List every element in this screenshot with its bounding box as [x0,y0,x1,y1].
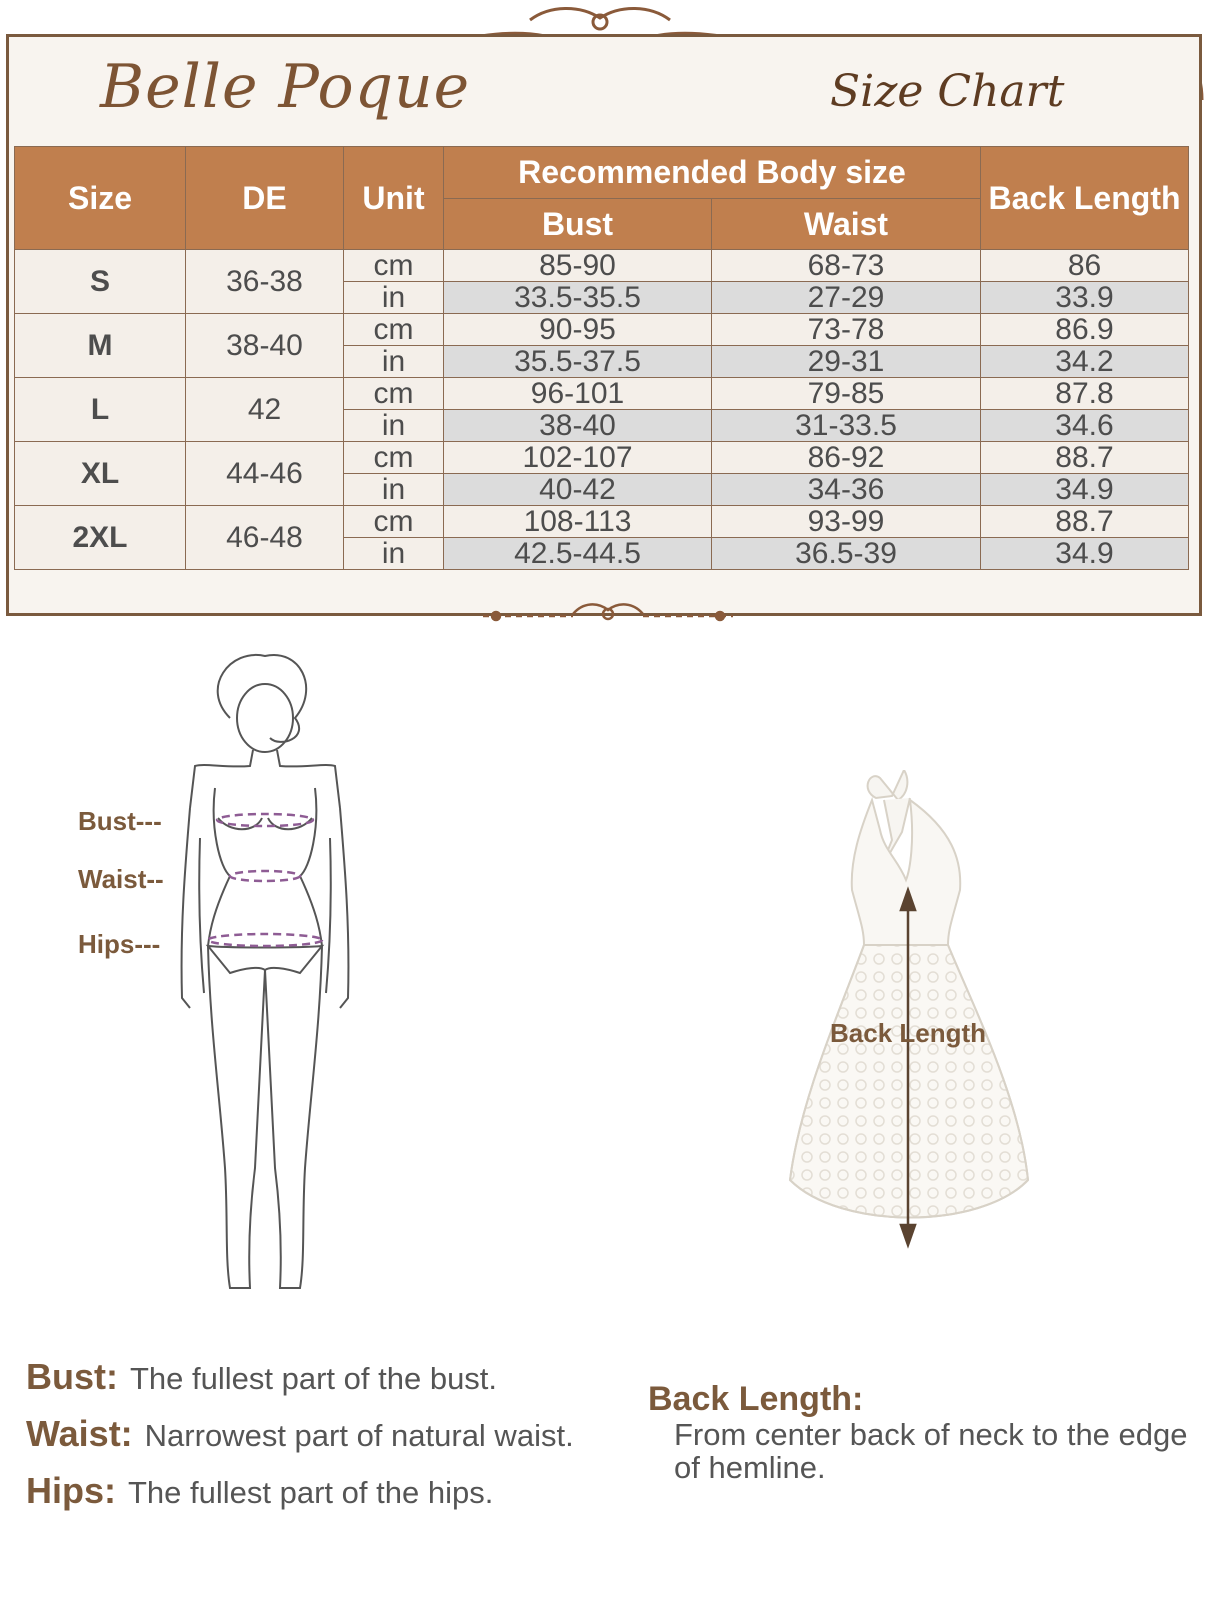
back-length-label: Back Length [830,1018,987,1048]
body-figure-illustration [170,648,360,1298]
de-cell: 42 [186,378,344,442]
waist-cell: 34-36 [712,474,981,506]
size-cell: L [15,378,186,442]
unit-cell: in [344,538,444,570]
unit-cell: cm [344,314,444,346]
brand-logo: Belle Poque [100,52,471,122]
waist-cell: 31-33.5 [712,410,981,442]
header-de: DE [186,147,344,250]
hips-definition [26,1470,493,1512]
unit-cell: cm [344,506,444,538]
size-cell: XL [15,442,186,506]
unit-cell: cm [344,250,444,282]
de-cell: 38-40 [186,314,344,378]
back-length-cell: 34.9 [981,538,1189,570]
back-length-term: Back Length: [648,1380,864,1418]
hips-text: The fullest part of the hips. [128,1475,494,1510]
waist-text: Narrowest part of natural waist. [144,1418,574,1453]
unit-cell: cm [344,442,444,474]
unit-cell: in [344,410,444,442]
bust-cell: 40-42 [444,474,712,506]
back-length-cell: 88.7 [981,442,1189,474]
table-row [15,314,1189,346]
dress-illustration [780,770,1040,1250]
waist-cell: 29-31 [712,346,981,378]
size-cell: S [15,250,186,314]
back-length-cell: 34.6 [981,410,1189,442]
bust-cell: 38-40 [444,410,712,442]
bust-term: Bust: [26,1356,118,1397]
waist-cell: 93-99 [712,506,981,538]
table-row [15,250,1189,282]
table-row [15,506,1189,538]
unit-cell: in [344,346,444,378]
waist-definition [26,1413,574,1455]
waist-cell: 73-78 [712,314,981,346]
back-length-cell: 87.8 [981,378,1189,410]
waist-cell: 68-73 [712,250,981,282]
bust-cell: 90-95 [444,314,712,346]
de-cell: 44-46 [186,442,344,506]
page-title: Size Chart [830,66,1065,117]
unit-cell: in [344,282,444,314]
bust-cell: 42.5-44.5 [444,538,712,570]
back-length-cell: 86.9 [981,314,1189,346]
size-cell: 2XL [15,506,186,570]
unit-cell: cm [344,378,444,410]
size-table [14,146,1189,570]
bust-definition [26,1356,497,1398]
hips-term: Hips: [26,1470,116,1511]
back-length-cell: 88.7 [981,506,1189,538]
table-row [15,378,1189,410]
back-length-cell: 33.9 [981,282,1189,314]
bottom-ornament [478,596,738,632]
bust-cell: 108-113 [444,506,712,538]
back-length-text: From center back of neck to the edge of hemline. [674,1417,1188,1485]
waist-cell: 36.5-39 [712,538,981,570]
back-length-cell: 34.2 [981,346,1189,378]
header-size: Size [15,147,186,250]
table-row [15,442,1189,474]
header-bust: Bust [444,199,712,250]
bust-cell: 102-107 [444,442,712,474]
waist-cell: 79-85 [712,378,981,410]
unit-cell: in [344,474,444,506]
bust-cell: 33.5-35.5 [444,282,712,314]
bust-cell: 96-101 [444,378,712,410]
hips-label: Hips--- [78,929,161,959]
back-length-cell: 34.9 [981,474,1189,506]
bust-cell: 35.5-37.5 [444,346,712,378]
bust-label: Bust--- [78,806,162,836]
bust-cell: 85-90 [444,250,712,282]
waist-cell: 86-92 [712,442,981,474]
header-back-length: Back Length [981,147,1189,250]
de-cell: 46-48 [186,506,344,570]
de-cell: 36-38 [186,250,344,314]
bust-text: The fullest part of the bust. [130,1361,498,1396]
header-unit: Unit [344,147,444,250]
size-cell: M [15,314,186,378]
waist-term: Waist: [26,1413,133,1454]
header-recommended: Recommended Body size [444,147,981,199]
waist-label: Waist-- [78,864,164,894]
header-waist: Waist [712,199,981,250]
waist-cell: 27-29 [712,282,981,314]
back-length-cell: 86 [981,250,1189,282]
